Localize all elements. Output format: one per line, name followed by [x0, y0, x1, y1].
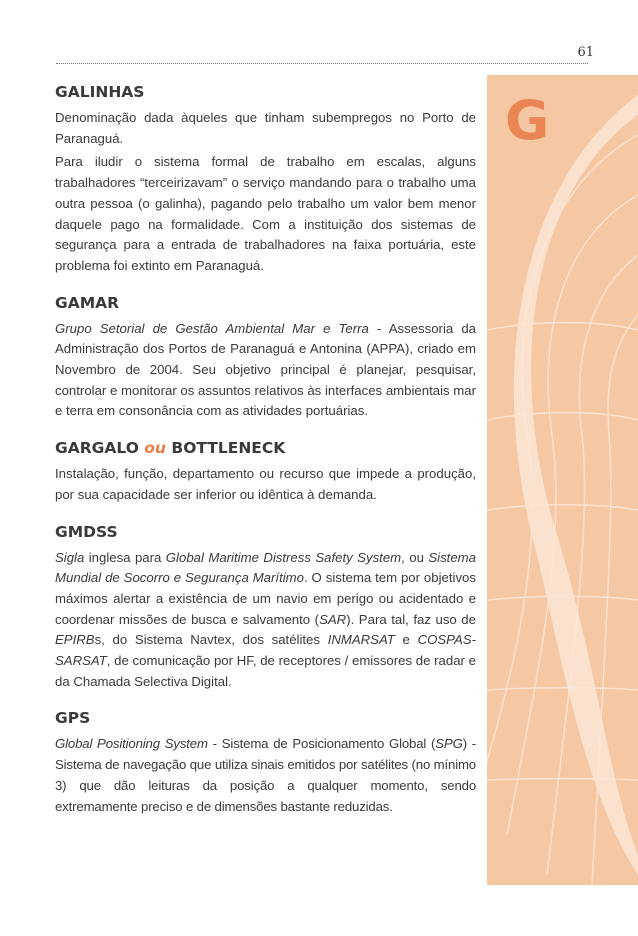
term-alternate: BOTTLENECK	[171, 439, 286, 458]
text-run: . O sistema tem por objetivos máximos alertar a existência de um navio em perigo ou acidentado e coordenar missões de busca e salvamento (	[55, 570, 476, 627]
entry-gamar	[55, 293, 476, 423]
text-run: inglesa para	[84, 549, 166, 565]
text-run: , ou	[401, 549, 429, 565]
term-heading: GMDSS	[55, 522, 118, 541]
entry-galinhas	[55, 82, 476, 277]
header-dotted-rule	[56, 63, 588, 64]
text-italic: Global Positioning System	[55, 736, 208, 752]
section-side-panel	[487, 75, 638, 885]
term-heading: GAMAR	[55, 293, 120, 312]
glossary-content	[55, 82, 476, 833]
term-expansion: Grupo Setorial de Gestão Ambiental Mar e Terra	[55, 320, 369, 336]
text-italic: COSPAS-SARSAT	[55, 632, 476, 669]
entry-gargalo	[55, 438, 476, 505]
definition-paragraph: Para iludir o sistema formal de trabalho em escalas, alguns trabalhadores “terceirizavam” o serviço mandando para o trabalho uma outra pessoa (o galinha), pagando pelo trabalho um valor bem menor daquele pago na formalidade. Com a instituição dos sistemas de segurança para a entrada de trabalhadores na faixa portuária, este problema foi extinto em Paranaguá.	[55, 154, 476, 273]
term-heading: GALINHAS	[55, 83, 145, 101]
text-run: ) - Sistema de navegação que utiliza sinais emitidos por satélites (no mínimo 3) que dão leituras da posição a qualquer momento, sendo extremamente preciso e de dimensões bastante reduzidas.	[55, 736, 477, 814]
page-number: 61	[577, 45, 594, 60]
text-run: , de comunicação por HF, de receptores / emissores de radar e da Chamada Selectiva Digital.	[55, 653, 476, 689]
term-primary: GARGALO	[55, 439, 139, 458]
definition-text: - Assessoria da Administração dos Portos de Paranaguá e Antonina (APPA), criado em Novembro de 2004. Seu objetivo principal é planejar, pesquisar, controlar e monitorar os assuntos relativos às interfaces ambientais mar e terra em consonância com as atividades portuárias.	[55, 320, 476, 419]
definition-paragraph	[55, 319, 476, 423]
text-run: - Sistema de Posicionamento Global (	[207, 736, 436, 752]
section-letter: G	[505, 89, 550, 152]
text-italic: SPG	[435, 736, 463, 752]
text-italic: SAR	[319, 611, 347, 627]
text-run: e	[394, 632, 418, 648]
text-italic: Global Maritime Distress Safety System	[165, 549, 402, 565]
definition-paragraph: Denominação dada àqueles que tinham subempregos no Porto de Paranaguá.	[55, 110, 476, 146]
text-italic: EPIRB	[55, 632, 95, 648]
term-heading	[55, 438, 476, 458]
definition-paragraph: Instalação, função, departamento ou recurso que impede a produção, por sua capacidade ser inferior ou idêntica à demanda.	[55, 466, 476, 502]
term-conjunction: ou	[144, 439, 166, 458]
text-italic: Sigla	[55, 549, 85, 565]
globe-decoration	[487, 75, 638, 885]
entry-gps	[55, 708, 476, 817]
definition-paragraph	[55, 548, 476, 693]
text-run: s, do Sistema Navtex, dos satélites	[94, 632, 328, 648]
definition-paragraph	[55, 734, 476, 817]
text-italic: INMARSAT	[327, 632, 395, 648]
term-heading: GPS	[55, 709, 91, 728]
entry-gmdss	[55, 522, 476, 693]
text-run: ). Para tal, faz uso de	[346, 611, 476, 627]
text-italic: Sistema Mundial de Socorro e Segurança Marítimo	[55, 549, 476, 586]
